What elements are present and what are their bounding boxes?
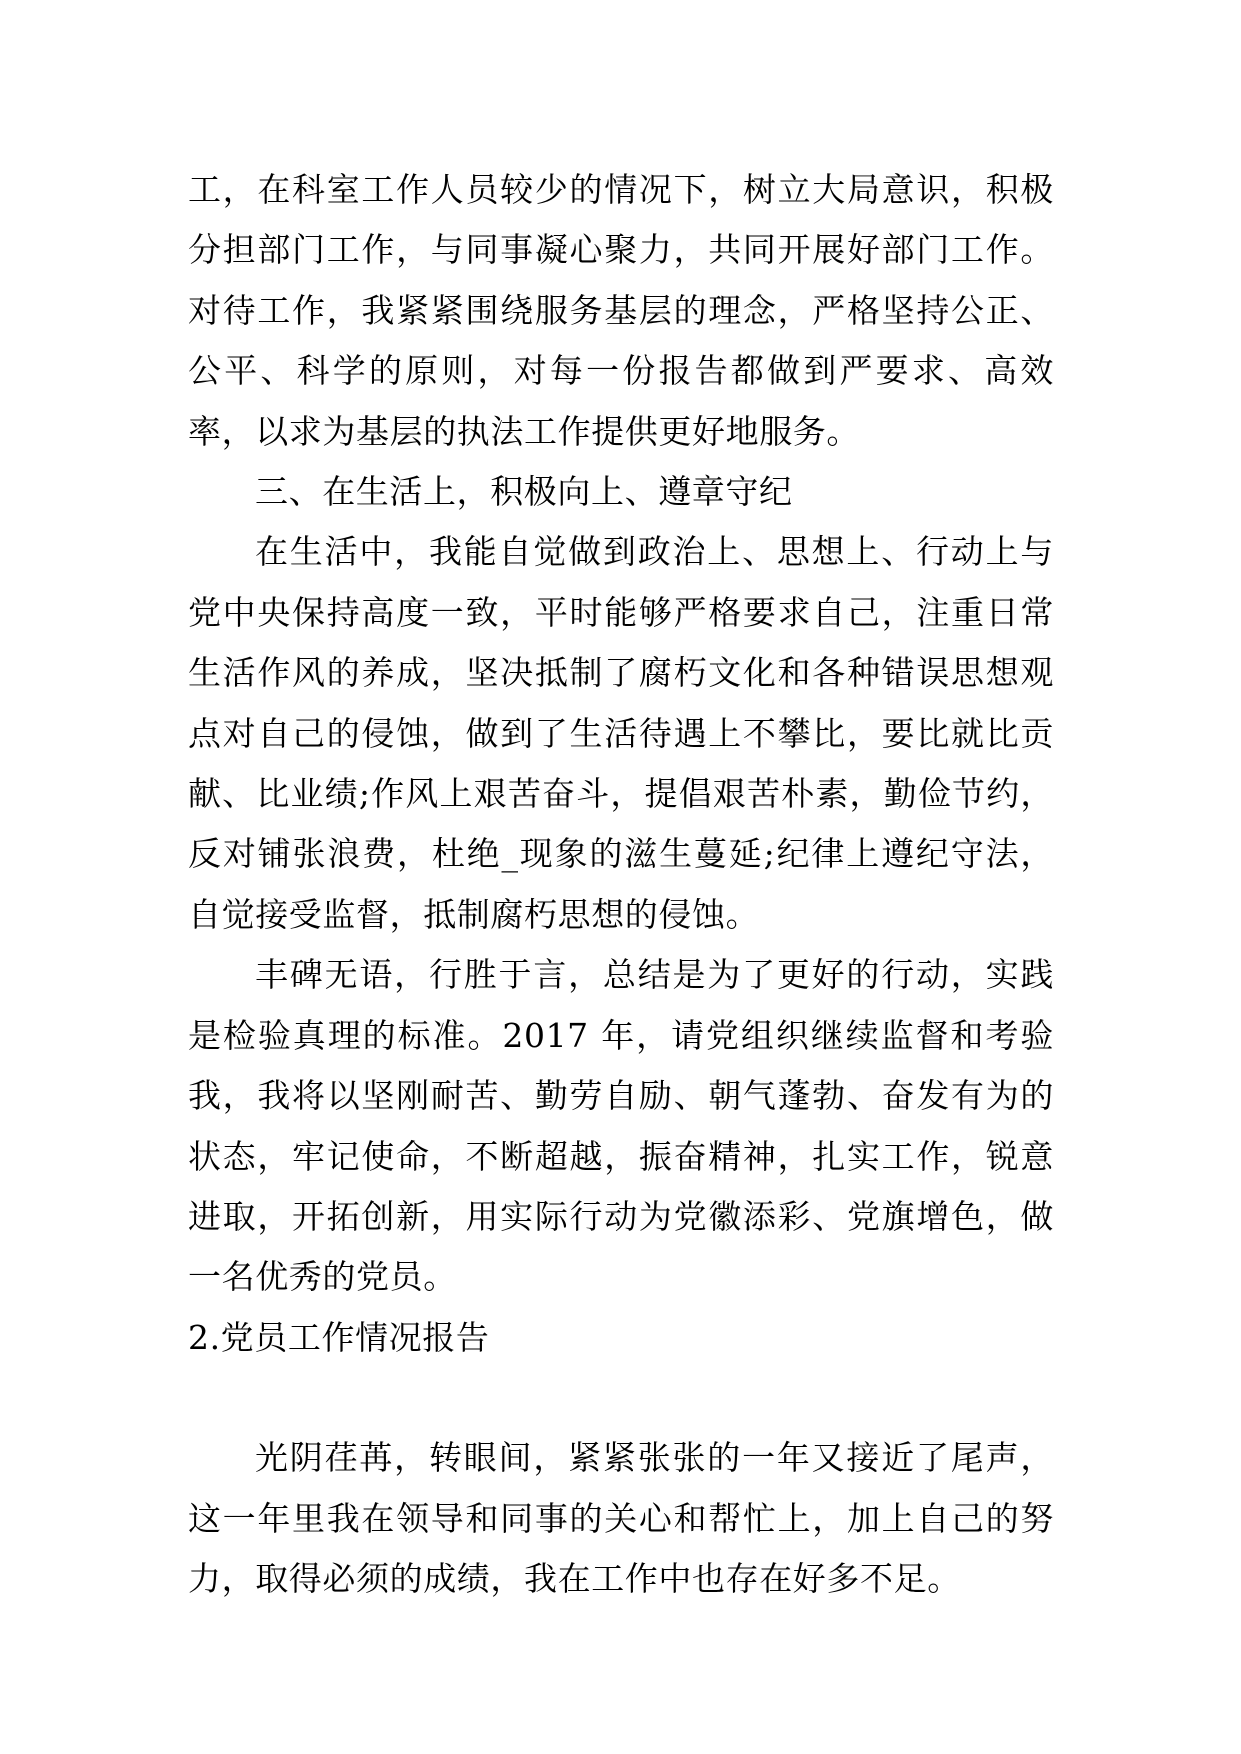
report-title: 2.党员工作情况报告: [188, 1317, 490, 1357]
document-body: [188, 160, 1054, 1609]
paragraph-continuation: 工，在科室工作人员较少的情况下，树立大局意识，积极分担部门工作，与同事凝心聚力，共同开展好部门工作。对待工作，我紧紧围绕服务基层的理念，严格坚持公正、公平、科学的原则，对每一份报告都做到严要求、高效率，以求为基层的执法工作提供更好地服务。: [188, 170, 1054, 451]
paragraph-report-intro: 光阴荏苒，转眼间，紧紧张张的一年又接近了尾声，这一年里我在领导和同事的关心和帮忙上，加上自己的努力，取得必须的成绩，我在工作中也存在好多不足。: [188, 1438, 1054, 1598]
paragraph-life: 在生活中，我能自觉做到政治上、思想上、行动上与党中央保持高度一致，平时能够严格要求自己，注重日常生活作风的养成，坚决抵制了腐朽文化和各种错误思想观点对自己的侵蚀，做到了生活待遇上不攀比，要比就比贡献、比业绩;作风上艰苦奋斗，提倡艰苦朴素，勤俭节约，反对铺张浪费，杜绝_现象的滋生蔓延;纪律上遵纪守法，自觉接受监督，抵制腐朽思想的侵蚀。: [188, 532, 1054, 934]
blank-line: [188, 1368, 1054, 1428]
paragraph-conclusion: 丰碑无语，行胜于言，总结是为了更好的行动，实践是检验真理的标准。2017 年，请党组织继续监督和考验我，我将以坚刚耐苦、勤劳自励、朝气蓬勃、奋发有为的状态，牢记使命，不断超越，振奋精神，扎实工作，锐意进取，开拓创新，用实际行动为党徽添彩、党旗增色，做一名优秀的党员。: [188, 955, 1055, 1297]
section-heading-life: 三、在生活上，积极向上、遵章守纪: [255, 472, 793, 512]
